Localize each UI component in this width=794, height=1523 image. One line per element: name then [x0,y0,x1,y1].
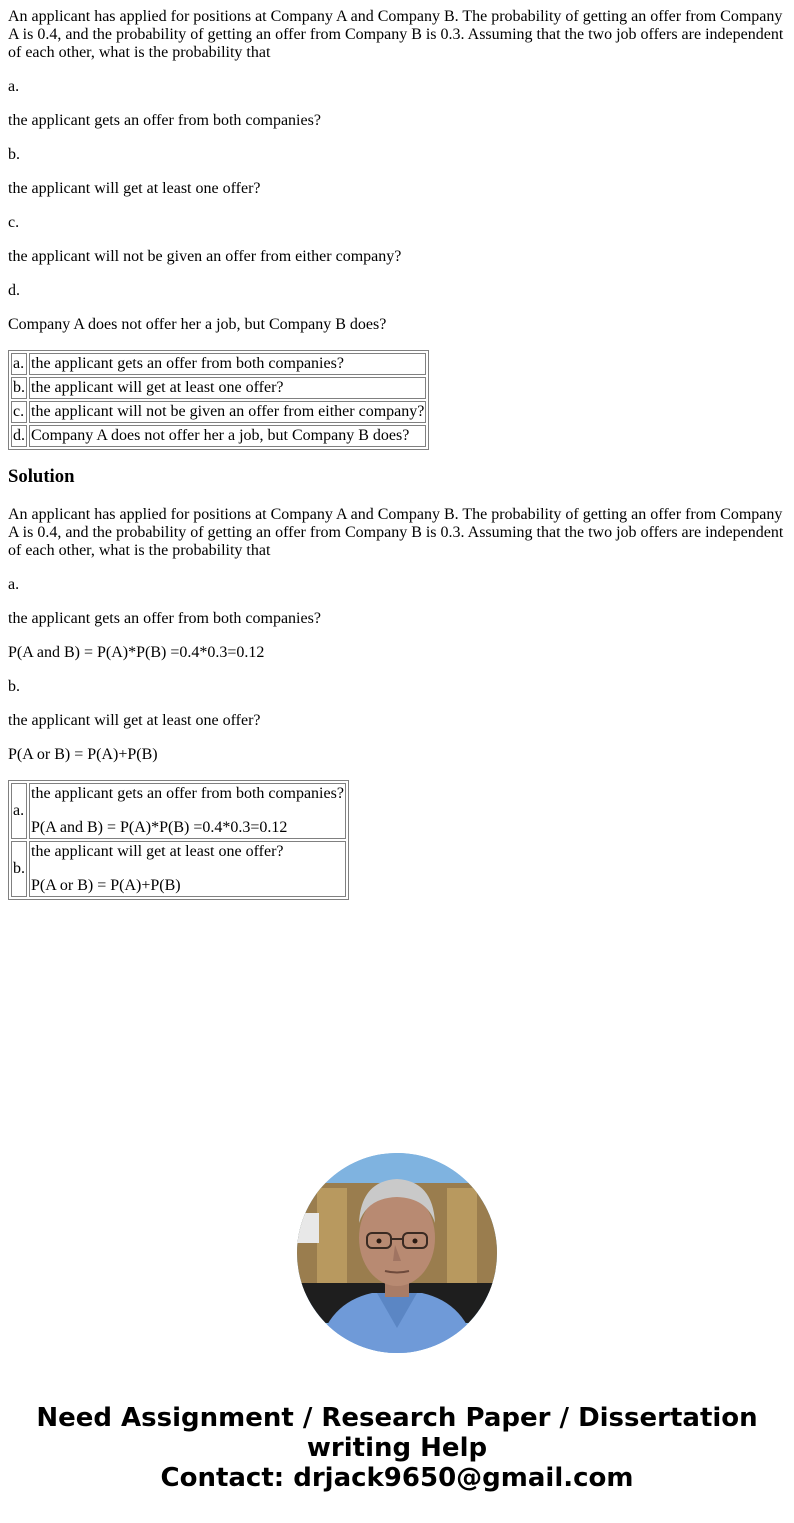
tutor-portrait-icon [297,1153,497,1353]
solution-part-a-label: a. [8,576,20,593]
row-text: the applicant will get at least one offer? [29,377,426,399]
solution-part-b-label: b. [8,678,20,695]
solution-part-a-text: the applicant gets an offer from both companies? [8,610,321,627]
solution-part-a-answer: P(A and B) = P(A)*P(B) =0.4*0.3=0.12 [8,644,265,661]
row-content [29,841,346,897]
row-label: c. [11,401,27,423]
question-part-c-text: the applicant will not be given an offer from either company? [8,248,402,265]
table-row [11,783,346,839]
row-answer: P(A and B) = P(A)*P(B) =0.4*0.3=0.12 [31,819,288,836]
solution-table [8,780,349,900]
table-row [11,841,346,897]
row-question: the applicant will get at least one offer? [31,843,284,860]
row-label: a. [11,783,27,839]
solution-intro: An applicant has applied for positions at Company A and Company B. The probability of getting an offer from Company A is 0.4, and the probability of getting an offer from Company B is 0.3. Assuming that the two job offers are independent of each other, what is the probability that [8,506,784,559]
question-table [8,350,429,450]
question-part-a-text: the applicant gets an offer from both companies? [8,112,321,129]
row-label: b. [11,841,27,897]
solution-heading: Solution [8,466,75,487]
row-text: the applicant gets an offer from both companies? [29,353,426,375]
question-part-d-text: Company A does not offer her a job, but Company B does? [8,316,387,333]
table-row [11,401,426,423]
row-question: the applicant gets an offer from both companies? [31,785,344,802]
promo-banner [0,1403,794,1493]
solution-part-b-answer: P(A or B) = P(A)+P(B) [8,746,158,763]
row-label: d. [11,425,27,447]
tutor-avatar [297,1153,497,1353]
row-label: a. [11,353,27,375]
question-part-a-label: a. [8,78,20,95]
question-part-c-label: c. [8,214,20,231]
row-content [29,783,346,839]
question-part-b-text: the applicant will get at least one offer? [8,180,261,197]
promo-line-2: writing Help [306,1433,488,1463]
table-row [11,353,426,375]
table-row [11,425,426,447]
question-part-b-label: b. [8,146,20,163]
solution-part-b-text: the applicant will get at least one offer? [8,712,261,729]
question-intro: An applicant has applied for positions at Company A and Company B. The probability of getting an offer from Company A is 0.4, and the probability of getting an offer from Company B is 0.3. Assuming that the two job offers are independent of each other, what is the probability that [8,8,784,61]
row-text: the applicant will not be given an offer from either company? [29,401,426,423]
question-part-d-label: d. [8,282,20,299]
row-label: b. [11,377,27,399]
table-row [11,377,426,399]
row-text: Company A does not offer her a job, but Company B does? [29,425,426,447]
row-answer: P(A or B) = P(A)+P(B) [31,877,181,894]
promo-line-1: Need Assignment / Research Paper / Dissertation [36,1403,758,1433]
promo-contact: Contact: drjack9650@gmail.com [160,1463,634,1493]
